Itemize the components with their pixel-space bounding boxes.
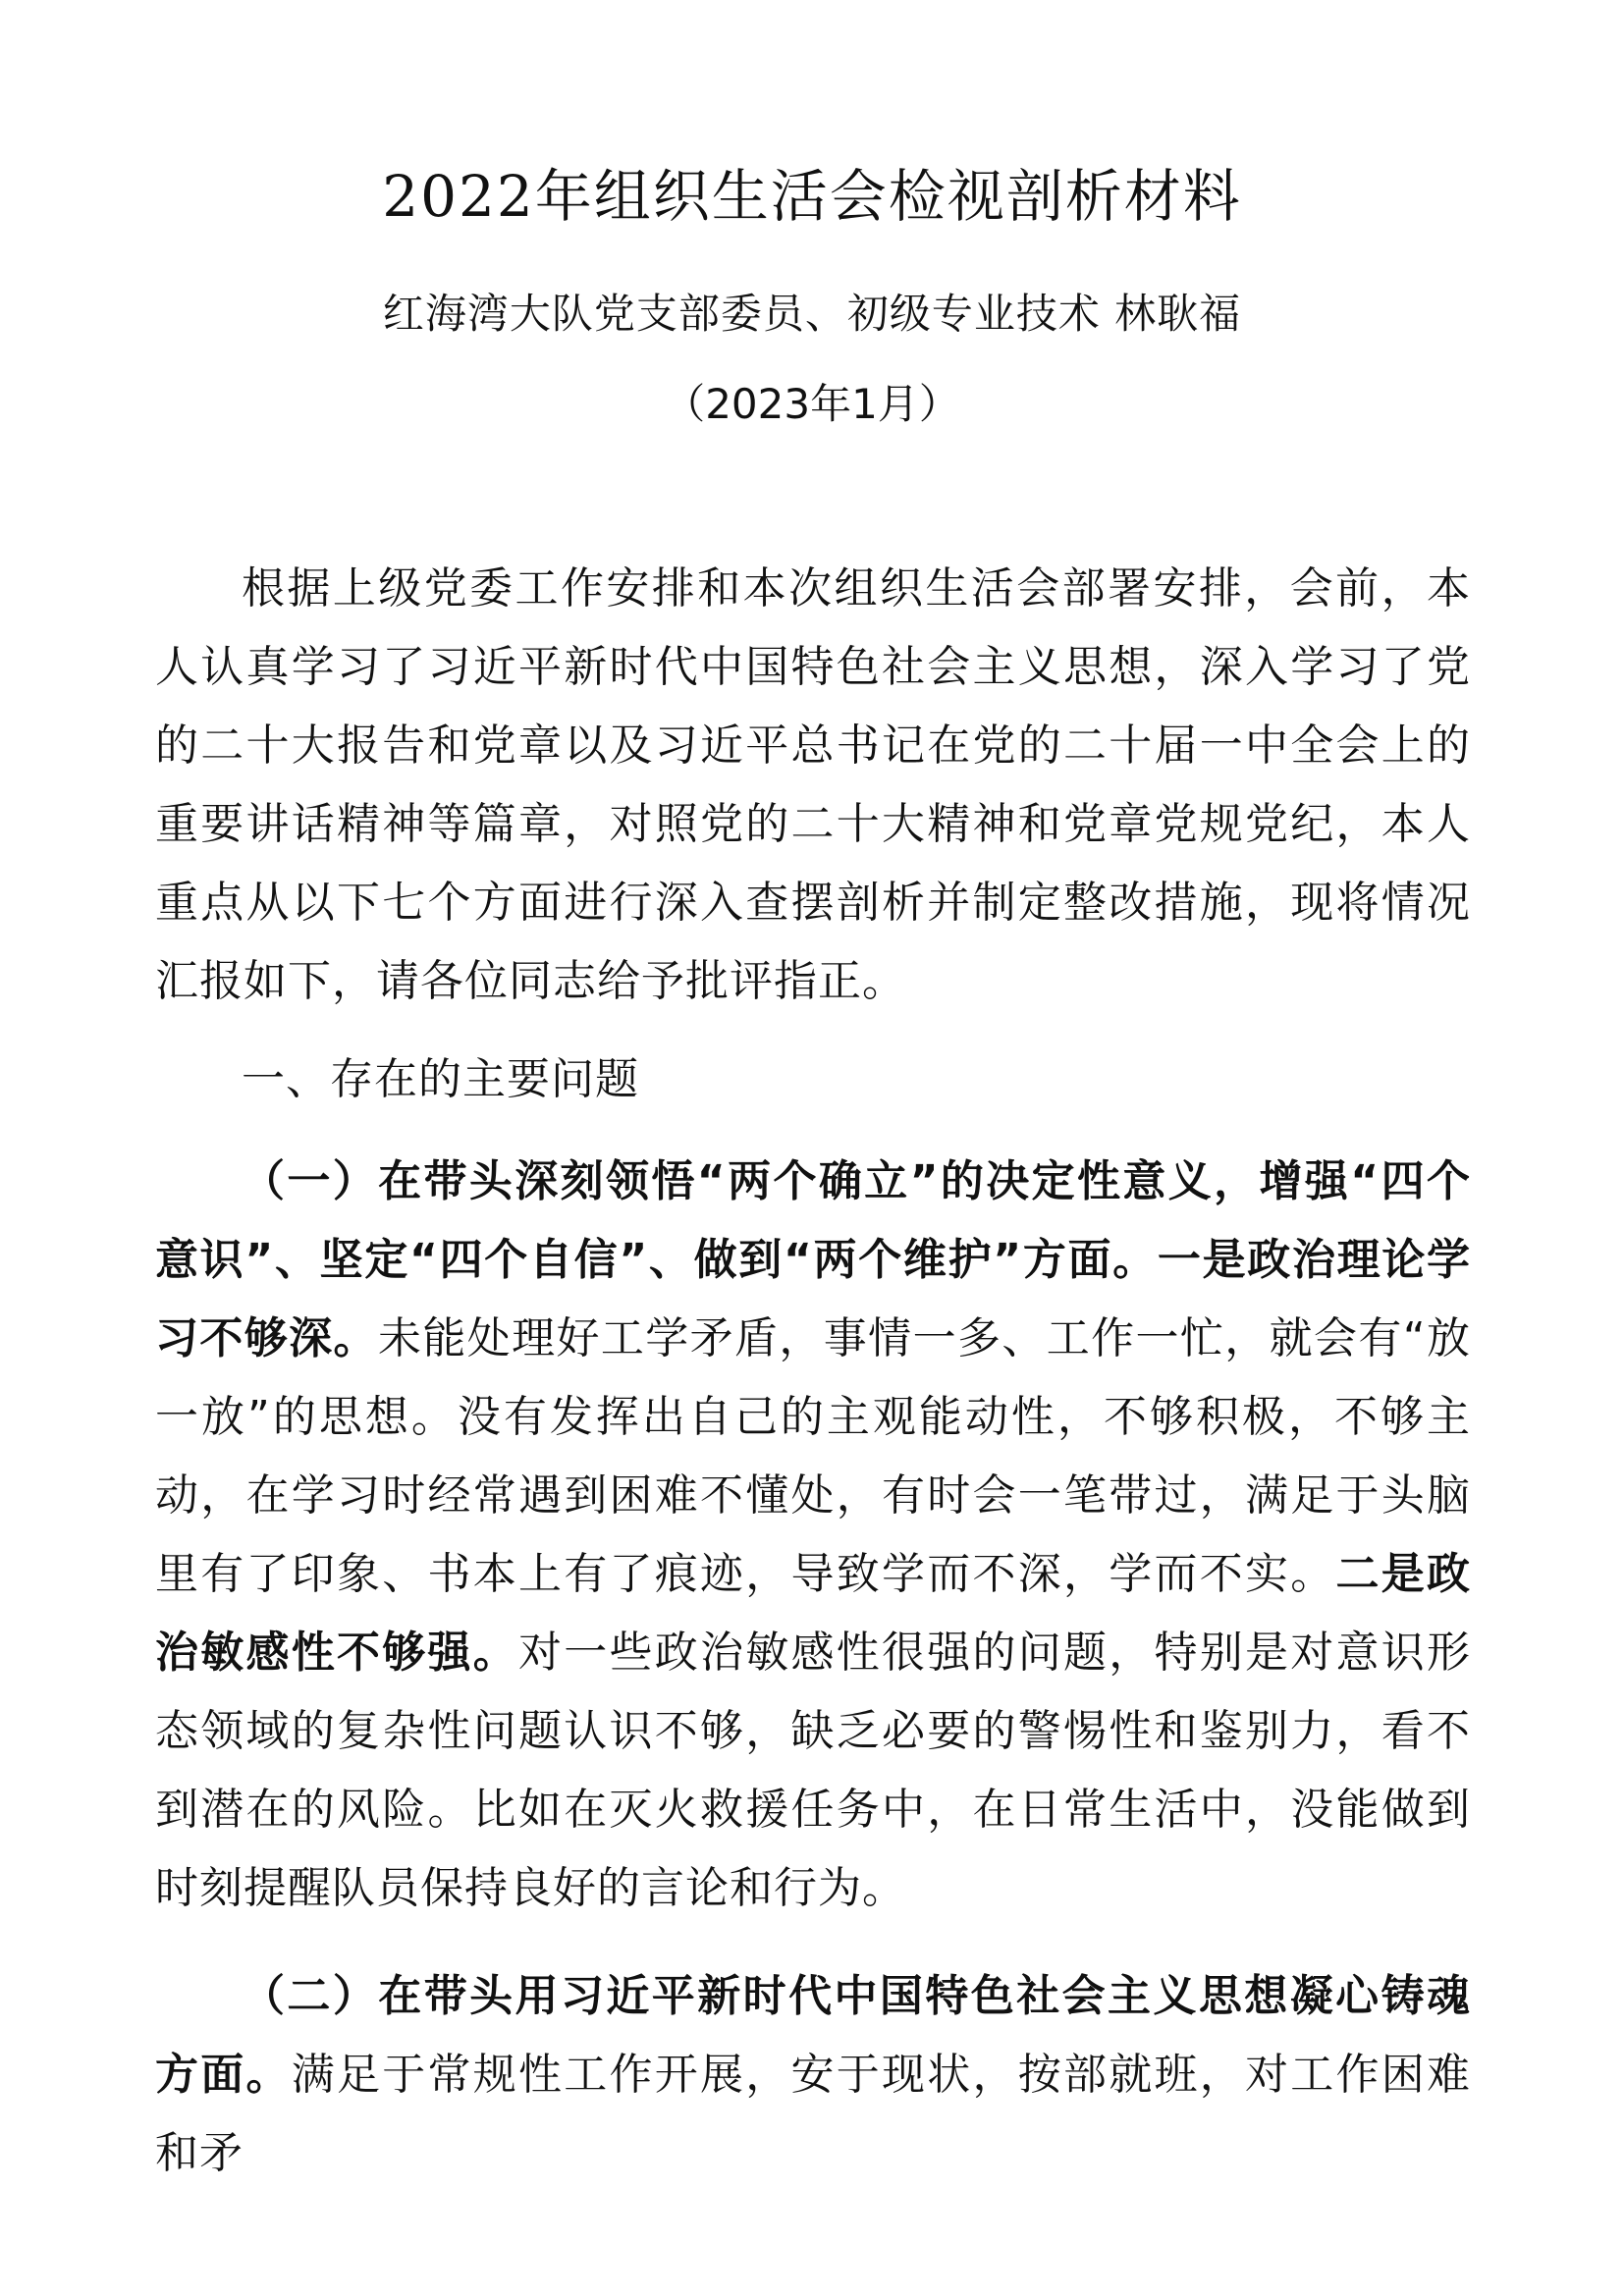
- item-1-subheading-2: 二是政治敏感性不够强。: [155, 1549, 1471, 1678]
- item-2-heading: （二）在带头用习近平新时代中国特色社会主义思想凝心铸魂方面。: [155, 1971, 1471, 2100]
- item-1-heading: （一）在带头深刻领悟“两个确立”的决定性意义，增强“四个意识”、坚定“四个自信”、做到“两个维护”方面。一是政治理论学习不够深。: [155, 1156, 1471, 1363]
- date-line: （2023年1月）: [664, 380, 960, 428]
- intro-paragraph: 根据上级党委工作安排和本次组织生活会部署安排，会前，本人认真学习了习近平新时代中国特色社会主义思想，深入学习了党的二十大报告和党章以及习近平总书记在党的二十届一中全会上的重要讲话精神等篇章，对照党的二十大精神和党章党规党纪，本人重点从以下七个方面进行深入查摆剖析并制定整改措施，现将情况汇报如下，请各位同志给予批评指正。: [155, 563, 1471, 1006]
- item-2-paragraph: [155, 1957, 1471, 2193]
- document-title: 2022年组织生活会检视剖析材料: [382, 163, 1242, 230]
- item-1-paragraph: [155, 1143, 1471, 1928]
- author-line: 红海湾大队党支部委员、初级专业技术 林耿福: [382, 290, 1242, 338]
- section-heading-problems: 一、存在的主要问题: [242, 1054, 639, 1104]
- item-1-text-2: 对一些政治敏感性很强的问题，特别是对意识形态领域的复杂性问题认识不够，缺乏必要的警惕性和鉴别力，看不到潜在的风险。比如在灭火救援任务中，在日常生活中，没能做到时刻提醒队员保持良好的言论和行为。: [155, 1628, 1471, 1913]
- item-1-text-1: 未能处理好工学矛盾，事情一多、工作一忙，就会有“放一放”的思想。没有发挥出自己的主观能动性，不够积极，不够主动，在学习时经常遇到困难不懂处，有时会一笔带过，满足于头脑里有了印象、书本上有了痕迹，导致学而不深，学而不实。: [155, 1313, 1472, 1599]
- item-2-text: 满足于常规性工作开展，安于现状，按部就班，对工作困难和矛: [155, 2050, 1471, 2178]
- document-body: [155, 550, 1471, 2193]
